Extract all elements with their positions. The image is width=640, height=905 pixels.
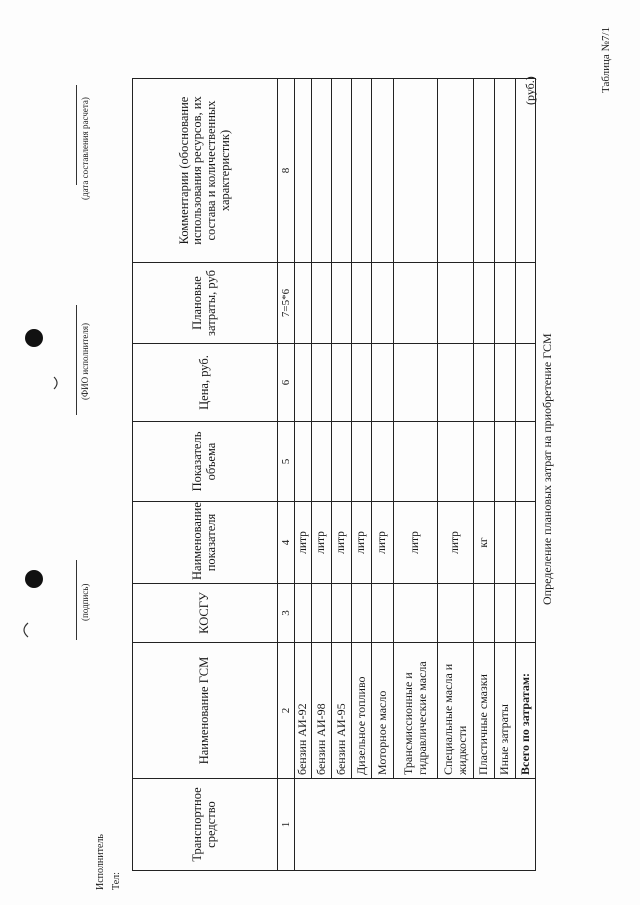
fuel-name-cell: Моторное масло — [372, 643, 394, 779]
volume-cell — [474, 422, 495, 502]
header-cell: Цена, руб. — [133, 344, 278, 422]
table-row — [372, 79, 394, 871]
table-header-row — [133, 79, 278, 871]
fuel-name-cell: Трансмиссионные и гидравлические масла — [394, 643, 438, 779]
phone-label: Тел: — [111, 872, 122, 890]
indicator-cell: литр — [352, 502, 372, 584]
fuel-name-cell: Специальные масла и жидкости — [438, 643, 474, 779]
signature-line — [76, 560, 77, 640]
fuel-name-cell: бензин АИ-98 — [312, 643, 332, 779]
header-cell: Наименование показателя — [133, 502, 278, 584]
fuel-name-cell: Пластичные смазки — [474, 643, 495, 779]
kosgu-cell — [394, 584, 438, 643]
price-cell — [352, 344, 372, 422]
comment-cell — [372, 79, 394, 263]
comment-cell — [394, 79, 438, 263]
column-number: 6 — [278, 344, 295, 422]
name-caption: (ФИО исполнителя) — [80, 322, 90, 400]
date-line — [76, 85, 77, 185]
fuel-name-cell: Иные затраты — [495, 643, 516, 779]
volume-cell — [312, 422, 332, 502]
volume-cell — [352, 422, 372, 502]
table-row — [438, 79, 474, 871]
price-cell — [474, 344, 495, 422]
indicator-cell: кг — [474, 502, 495, 584]
planned-cost-cell — [332, 263, 352, 344]
kosgu-cell — [516, 584, 536, 643]
planned-cost-cell — [372, 263, 394, 344]
fuel-name-cell: Дизельное топливо — [352, 643, 372, 779]
volume-cell — [516, 422, 536, 502]
table-row — [394, 79, 438, 871]
currency-unit-note: (руб.) — [523, 76, 537, 105]
comment-cell — [516, 79, 536, 263]
kosgu-cell — [332, 584, 352, 643]
column-number: 1 — [278, 779, 295, 871]
volume-cell — [332, 422, 352, 502]
total-label: Всего по затратам: — [516, 643, 536, 779]
kosgu-cell — [295, 584, 312, 643]
indicator-cell: литр — [332, 502, 352, 584]
volume-cell — [394, 422, 438, 502]
kosgu-cell — [352, 584, 372, 643]
comment-cell — [495, 79, 516, 263]
column-number-row — [278, 79, 295, 871]
kosgu-cell — [495, 584, 516, 643]
header-cell: Показатель объема — [133, 422, 278, 502]
indicator-cell: литр — [312, 502, 332, 584]
planned-cost-cell — [474, 263, 495, 344]
volume-cell — [295, 422, 312, 502]
indicator-cell — [495, 502, 516, 584]
comment-cell — [332, 79, 352, 263]
indicator-cell — [516, 502, 536, 584]
header-cell: КОСГУ — [133, 584, 278, 643]
header-cell: Транспортное средство — [133, 779, 278, 871]
planned-cost-cell — [438, 263, 474, 344]
total-row — [516, 79, 536, 871]
comment-cell — [312, 79, 332, 263]
comment-cell — [352, 79, 372, 263]
indicator-cell: литр — [394, 502, 438, 584]
vehicle-cell — [295, 779, 536, 871]
planned-cost-cell — [295, 263, 312, 344]
price-cell — [312, 344, 332, 422]
price-cell — [438, 344, 474, 422]
document-title: Определение плановых затрат на приобретение ГСМ — [540, 333, 554, 605]
header-cell: Плановые затраты, руб — [133, 263, 278, 344]
table-row — [495, 79, 516, 871]
fuel-name-cell: бензин АИ-95 — [332, 643, 352, 779]
column-number: 2 — [278, 643, 295, 779]
volume-cell — [438, 422, 474, 502]
table-row — [474, 79, 495, 871]
kosgu-cell — [438, 584, 474, 643]
header-cell: Комментарии (обоснование использования ресурсов, их состава и количественных характеристик) — [133, 79, 278, 263]
column-number: 3 — [278, 584, 295, 643]
table-row — [295, 79, 312, 871]
header-cell: Наименование ГСМ — [133, 643, 278, 779]
comment-cell — [438, 79, 474, 263]
price-cell — [394, 344, 438, 422]
table-row — [312, 79, 332, 871]
name-line — [76, 305, 77, 415]
performer-label: Исполнитель — [95, 834, 106, 890]
price-cell — [295, 344, 312, 422]
column-number: 7=5*6 — [278, 263, 295, 344]
price-cell — [332, 344, 352, 422]
price-cell — [495, 344, 516, 422]
signature-caption: (подпись) — [80, 583, 90, 621]
column-number: 8 — [278, 79, 295, 263]
date-caption: (дата составления расчета) — [80, 97, 90, 200]
column-number: 4 — [278, 502, 295, 584]
price-cell — [516, 344, 536, 422]
planned-cost-cell — [516, 263, 536, 344]
kosgu-cell — [312, 584, 332, 643]
volume-cell — [372, 422, 394, 502]
fuel-name-cell: бензин АИ-92 — [295, 643, 312, 779]
table-row — [332, 79, 352, 871]
table-number: Таблица №7/1 — [600, 26, 612, 93]
indicator-cell: литр — [438, 502, 474, 584]
cost-table — [132, 78, 536, 871]
volume-cell — [495, 422, 516, 502]
comment-cell — [474, 79, 495, 263]
column-number: 5 — [278, 422, 295, 502]
indicator-cell: литр — [372, 502, 394, 584]
price-cell — [372, 344, 394, 422]
planned-cost-cell — [312, 263, 332, 344]
planned-cost-cell — [352, 263, 372, 344]
kosgu-cell — [372, 584, 394, 643]
planned-cost-cell — [495, 263, 516, 344]
table-row — [352, 79, 372, 871]
indicator-cell: литр — [295, 502, 312, 584]
kosgu-cell — [474, 584, 495, 643]
planned-cost-cell — [394, 263, 438, 344]
comment-cell — [295, 79, 312, 263]
